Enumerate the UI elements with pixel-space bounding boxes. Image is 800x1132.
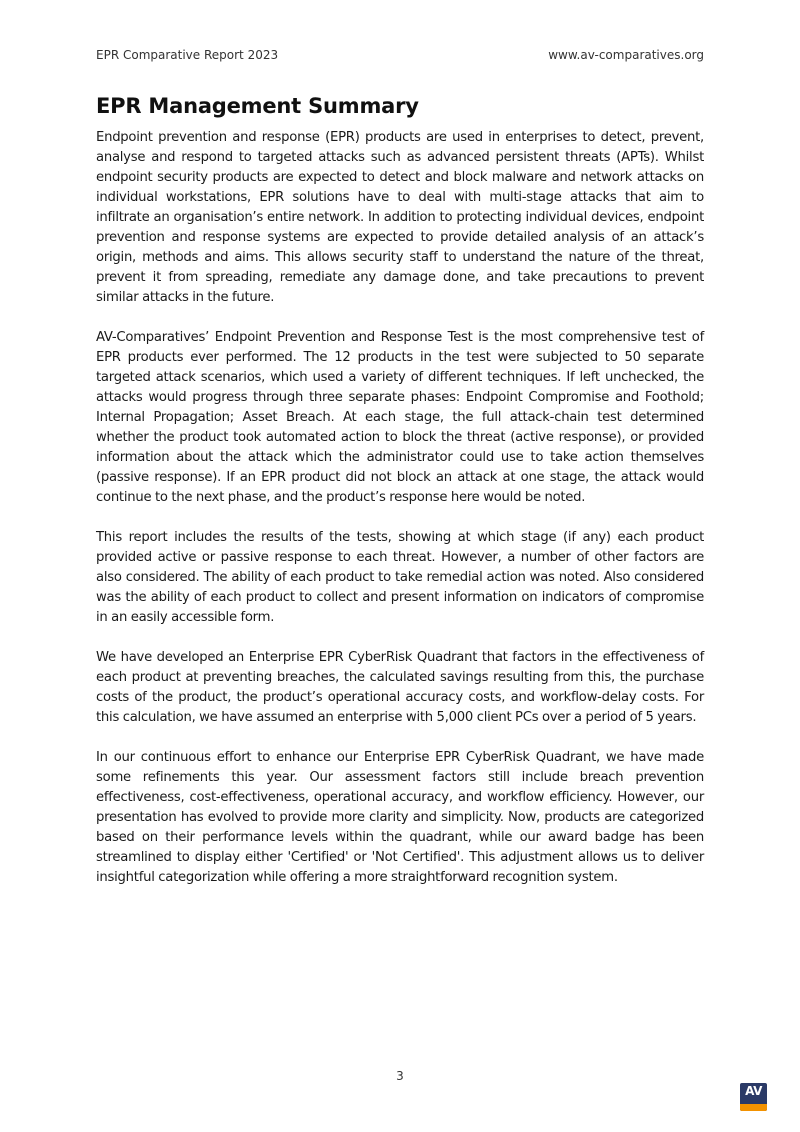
paragraph-refinements: In our continuous effort to enhance our Enterprise EPR CyberRisk Quadrant, we have made some refinements this year. Our assessment factors still include breach prevention effectiveness, cost-effectiveness, operational accuracy, and workflow efficiency. However, our presentation has evolved to provide more clarity and simplicity. Now, products are categorized based on their performance levels within the quadrant, while our award badge has been streamlined to display either 'Certified' or 'Not Certified'. This adjustment allows us to deliver insightful categorization while offering a more straightforward recognition system. — [96, 750, 704, 885]
header-website: www.av-comparatives.org — [548, 48, 704, 62]
av-comparatives-logo — [740, 1083, 767, 1111]
page-title: EPR Management Summary — [96, 94, 419, 118]
paragraph-intro: Endpoint prevention and response (EPR) products are used in enterprises to detect, prevent, analyse and respond to targeted attacks such as advanced persistent threats (APTs). Whilst endpoint security products are expected to detect and block malware and network attacks on individual workstations, EPR solutions have to deal with multi-stage attacks that aim to infiltrate an organisation’s entire network. In addition to protecting individual devices, endpoint prevention and response systems are expected to provide detailed analysis of an attack’s origin, methods and aims. This allows security staff to understand the nature of the threat, prevent it from spreading, remediate any damage done, and take precautions to prevent similar attacks in the future. — [96, 130, 704, 305]
document-body — [96, 128, 704, 908]
logo-text: AV — [745, 1084, 762, 1098]
paragraph-report-contents: This report includes the results of the tests, showing at which stage (if any) each product provided active or passive response to each threat. However, a number of other factors are also considered. The ability of each product to take remedial action was noted. Also considered was the ability of each product to collect and present information on indicators of compromise in an easily accessible form. — [96, 530, 704, 625]
paragraph-quadrant: We have developed an Enterprise EPR CyberRisk Quadrant that factors in the effectiveness of each product at preventing breaches, the calculated savings resulting from this, the purchase costs of the product, the product’s operational accuracy costs, and workflow-delay costs. For this calculation, we have assumed an enterprise with 5,000 client PCs over a period of 5 years. — [96, 650, 704, 725]
paragraph-test-description: AV-Comparatives’ Endpoint Prevention and Response Test is the most comprehensive test of EPR products ever performed. The 12 products in the test were subjected to 50 separate targeted attack scenarios, which used a variety of different techniques. If left unchecked, the attacks would progress through three separate phases: Endpoint Compromise and Foothold; Internal Propagation; Asset Breach. At each stage, the full attack-chain test determined whether the product took automated action to block the threat (active response), or provided information about the attack which the administrator could use to take action themselves (passive response). If an EPR product did not block an attack at one stage, the attack would continue to the next phase, and the product’s response here would be noted. — [96, 330, 704, 505]
header-report-title: EPR Comparative Report 2023 — [96, 48, 279, 62]
logo-accent-bar — [740, 1104, 767, 1111]
page-number: 3 — [396, 1069, 404, 1083]
